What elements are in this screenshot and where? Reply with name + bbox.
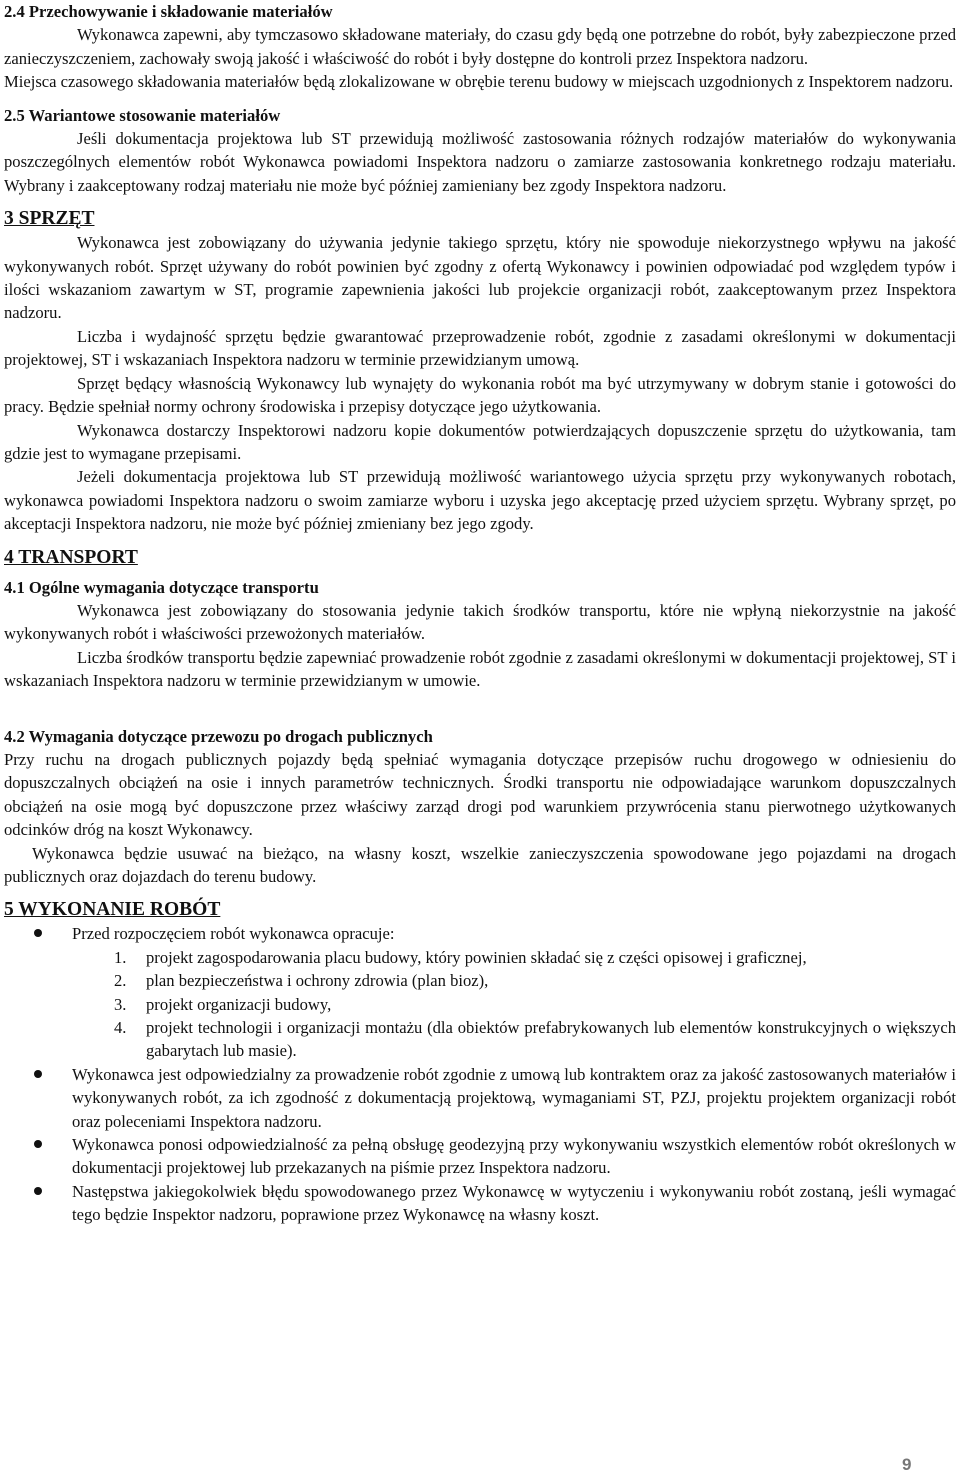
section-heading-4-1: 4.1 Ogólne wymagania dotyczące transportu — [4, 577, 319, 597]
paragraph: Jeśli dokumentacja projektowa lub ST przewidują możliwość zastosowania różnych rodzajów materiałów do wykonywania poszczególnych elementów robót Wykonawca powiadomi Inspektora nadzoru o zamiarze zastosowania konkretnego rodzaju materiału. Wybrany i zaakceptowany rodzaj materiału nie może być później zamieniany bez zgody Inspektora nadzoru. — [4, 129, 956, 195]
paragraph: Wykonawca dostarczy Inspektorowi nadzoru kopie dokumentów potwierdzających dopuszczenie sprzętu do użytkowania, tam gdzie jest to wymagane przepisami. — [4, 420, 956, 463]
list-item — [72, 946, 956, 969]
item-text: projekt technologii i organizacji montażu (dla obiektów prefabrykowanych lub elementów konstrukcyjnych o większych gabarytach lub masie). — [146, 1018, 956, 1061]
list-item — [72, 993, 956, 1016]
paragraph: Liczba środków transportu będzie zapewniać prowadzenie robót zgodnie z zasadami określonymi w dokumentacji projektowej, ST i wskazaniach Inspektora nadzoru w terminie przewidzianym w umowie. — [4, 647, 956, 691]
document-page — [4, 0, 956, 1227]
section-heading-2-4: 2.4 Przechowywanie i składowanie materiałów — [4, 2, 333, 21]
paragraph: Liczba i wydajność sprzętu będzie gwarantować przeprowadzenie robót, zgodnie z zasadami określonymi w dokumentacji projektowej, ST i wskazaniach Inspektora nadzoru w terminie przewidzianym umową. — [4, 326, 956, 370]
page-number: 9 — [902, 1455, 912, 1474]
paragraph: Wykonawca będzie usuwać na bieżąco, na własny koszt, wszelkie zanieczyszczenia spowodowane jego pojazdami na drogach publicznych oraz dojazdach do terenu budowy. — [4, 843, 956, 886]
bullet-text: Przed rozpoczęciem robót wykonawca opracuje: — [72, 924, 395, 944]
bullet-list — [4, 922, 956, 1226]
item-text: projekt organizacji budowy, — [146, 994, 332, 1014]
item-number: 3. — [114, 994, 127, 1014]
list-item — [72, 969, 956, 992]
spacer — [4, 888, 956, 898]
paragraph: Przy ruchu na drogach publicznych pojazdy będą spełniać wymagania dotyczące przepisów ruchu drogowego w odniesieniu do dopuszczalnych obciążeń na osie i innych parametrów technicznych. Środki transportu nie odpowiadające warunkom dopuszczalnych obciążeń na osie mogą być dopuszczone przez właściwy zarząd drogi pod warunkiem przywrócenia stanu pierwotnego użytkowanych odcinków dróg na koszt Wykonawcy. — [4, 749, 956, 840]
section-heading-3: 3 SPRZĘT — [4, 208, 95, 230]
paragraph: Wykonawca jest zobowiązany do stosowania jedynie takich środków transportu, które nie wpłyną niekorzystnie na jakość wykonywanych robót i właściwości przewożonych materiałów. — [4, 600, 956, 644]
list-item — [72, 1016, 956, 1063]
numbered-list — [72, 946, 956, 1063]
paragraph: Wykonawca jest zobowiązany do używania jedynie takiego sprzętu, który nie spowoduje niekorzystnego wpływu na jakość wykonywanych robót. Sprzęt używany do robót powinien być zgodny z ofertą Wykonawcy i powinien odpowiadać pod względem typów i ilości wskazaniom zawartym w ST, programie zapewnienia jakości lub projekcie organizacji robót, zaakceptowanym przez Inspektora nadzoru. — [4, 233, 956, 323]
list-item — [4, 1063, 956, 1133]
section-heading-4: 4 TRANSPORT — [4, 546, 138, 568]
spacer — [4, 536, 956, 546]
item-number: 1. — [114, 947, 127, 967]
list-item — [4, 1180, 956, 1227]
section-heading-5: 5 WYKONANIE ROBÓT — [4, 899, 221, 921]
section-heading-4-2: 4.2 Wymagania dotyczące przewozu po drogach publicznych — [4, 726, 433, 746]
section-heading-2-5: 2.5 Wariantowe stosowanie materiałów — [4, 105, 281, 125]
paragraph: Sprzęt będący własnością Wykonawcy lub wynajęty do wykonania robót ma być utrzymywany w dobrym stanie i gotowości do pracy. Będzie spełniał normy ochrony środowiska i przepisy dotyczące jego użytkowania. — [4, 373, 956, 417]
item-text: projekt zagospodarowania placu budowy, który powinien składać się z części opisowej i graficznej, — [146, 947, 807, 967]
item-text: plan bezpieczeństwa i ochrony zdrowia (plan bioz), — [146, 971, 489, 991]
spacer — [4, 197, 956, 207]
spacer — [4, 94, 956, 104]
item-number: 4. — [114, 1018, 127, 1038]
paragraph: Miejsca czasowego składowania materiałów będą zlokalizowane w obrębie terenu budowy w miejscach uzgodnionych z Inspektorem nadzoru. — [4, 72, 954, 92]
bullet-text: Następstwa jakiegokolwiek błędu spowodowanego przez Wykonawcę w wytyczeniu i wykonywaniu robót zostaną, jeśli wymagać tego będzie Inspektor nadzoru, poprawione przez Wykonawcę na własny koszt. — [72, 1181, 956, 1225]
item-number: 2. — [114, 971, 127, 991]
bullet-text: Wykonawca jest odpowiedzialny za prowadzenie robót zgodnie z umową lub kontraktem oraz za jakość zastosowanych materiałów i wykonywanych robót, za ich zgodność z dokumentacją projektową, wymaganiami ST, PZJ, projektu projektem organizacji robót oraz poleceniami Inspektora nadzoru. — [72, 1064, 956, 1131]
bullet-text: Wykonawca ponosi odpowiedzialność za pełną obsługę geodezyjną przy wykonywaniu wszystkich elementów robót określonych w dokumentacji projektowej lub przekazanych na piśmie przez Inspektora nadzoru. — [72, 1135, 956, 1178]
spacer — [4, 693, 956, 725]
list-item — [4, 922, 956, 1062]
paragraph: Jeżeli dokumentacja projektowa lub ST przewidują możliwość wariantowego użycia sprzętu przy wykonywanych robotach, wykonawca powiadomi Inspektora nadzoru o swoim zamiarze wyboru i uzyska jego akceptację przed użyciem sprzętu. Wybrany sprzęt, po akceptacji Inspektora nadzoru, nie może być później zmieniany bez jego zgody. — [4, 467, 956, 534]
list-item — [4, 1133, 956, 1180]
paragraph: Wykonawca zapewni, aby tymczasowo składowane materiały, do czasu gdy będą one potrzebne do robót, były zabezpieczone przed zanieczyszczeniem, zachowały swoją jakość i właściwość do robót i były dostępne do kontroli przez Inspektora nadzoru. — [4, 25, 956, 68]
